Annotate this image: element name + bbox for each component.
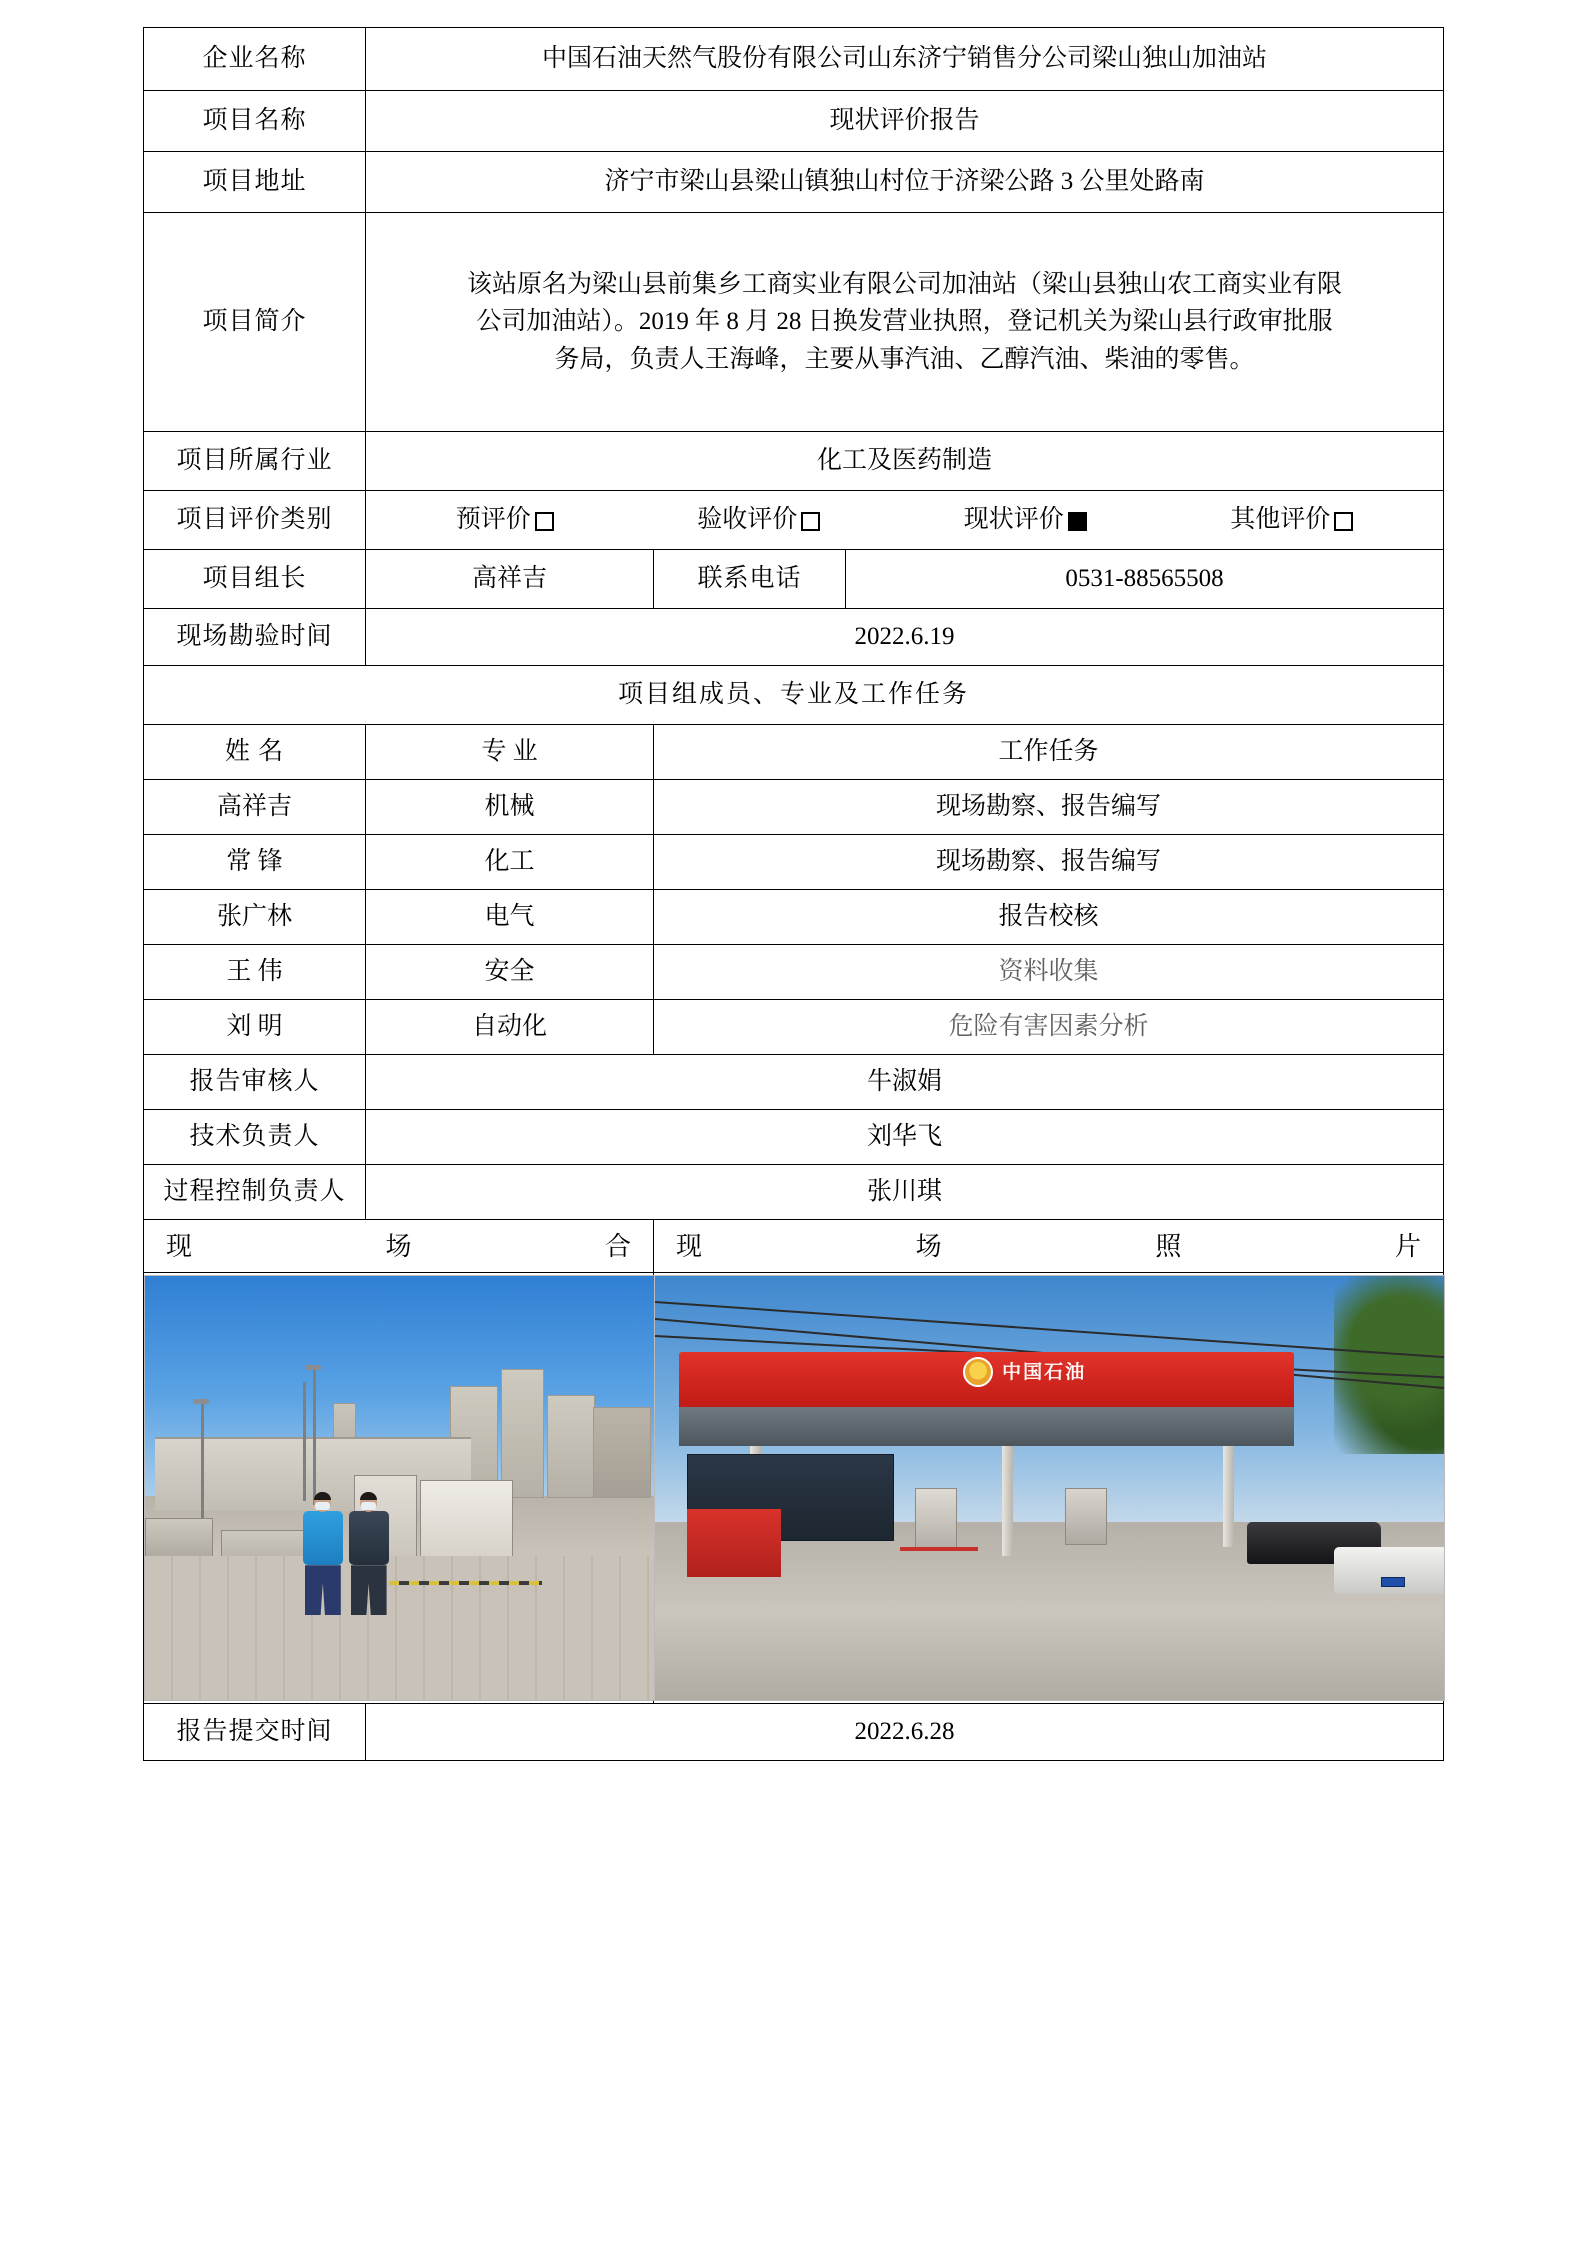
member-name: 常 锋: [144, 835, 366, 890]
photo-canopy-underside: [679, 1407, 1294, 1445]
submit-time-value: 2022.6.28: [366, 1704, 1444, 1761]
member-major: 化工: [366, 835, 654, 890]
company-value: 中国石油天然气股份有限公司山东济宁销售分公司梁山独山加油站: [366, 28, 1444, 91]
photo-person-torso: [303, 1511, 343, 1565]
photo-person-torso: [349, 1511, 389, 1565]
process-value: 张川琪: [366, 1165, 1444, 1220]
table-row: [144, 1110, 1444, 1165]
table-row: [144, 835, 1444, 890]
photo-header-right-char-1: 现: [676, 1231, 703, 1261]
table-row: [144, 213, 1444, 432]
table-row: [144, 609, 1444, 666]
survey-time-label: 现场勘验时间: [144, 609, 366, 666]
intro-line-1: 该站原名为梁山县前集乡工商实业有限公司加油站（梁山县独山农工商实业有限: [467, 270, 1343, 298]
photo-tree: [1334, 1276, 1444, 1454]
table-row: [144, 1055, 1444, 1110]
reviewer-value: 牛淑娟: [366, 1055, 1444, 1110]
table-row: [144, 1165, 1444, 1220]
member-name: 刘 明: [144, 1000, 366, 1055]
photo-person-right: [349, 1493, 389, 1615]
member-task: 危险有害因素分析: [654, 1000, 1444, 1055]
survey-time-value: 2022.6.19: [366, 609, 1444, 666]
category-options: [366, 491, 1444, 550]
members-header-major: 专 业: [366, 725, 654, 780]
submit-time-label: 报告提交时间: [144, 1704, 366, 1761]
photo-canopy-column: [1002, 1446, 1013, 1556]
member-task: 资料收集: [654, 945, 1444, 1000]
photo-header-right-char-4: 片: [1394, 1231, 1421, 1261]
photo-brand-logo-icon: [963, 1357, 993, 1387]
photo-person-left: [303, 1493, 343, 1615]
photo-header-left: [144, 1220, 654, 1273]
photo-person-hair: [314, 1492, 331, 1500]
project-label: 项目名称: [144, 91, 366, 152]
photo-canopy-column: [1223, 1446, 1234, 1548]
tech-label: 技术负责人: [144, 1110, 366, 1165]
photo-island-curb: [900, 1547, 979, 1551]
table-row: [144, 28, 1444, 91]
member-name: 张广林: [144, 890, 366, 945]
photo-lamp-pole: [303, 1382, 306, 1501]
leader-label: 项目组长: [144, 550, 366, 609]
table-row: [144, 152, 1444, 213]
site-group-photo-cell: [144, 1273, 654, 1704]
photo-pavement: [145, 1556, 654, 1700]
intro-line-2: 公司加油站）。2019 年 8 月 28 日换发营业执照，登记机关为梁山县行政审批服: [476, 308, 1333, 336]
address-label: 项目地址: [144, 152, 366, 213]
photo-license-plate: [1381, 1577, 1405, 1587]
table-row: [144, 1220, 1444, 1273]
category-option-pre[interactable]: 预评价: [456, 501, 554, 539]
photo-person-legs: [351, 1565, 387, 1615]
station-photo: [654, 1275, 1445, 1701]
table-row: [144, 1704, 1444, 1761]
tech-value: 刘华飞: [366, 1110, 1444, 1165]
photo-hazard-stripe: [389, 1581, 542, 1585]
member-major: 机械: [366, 780, 654, 835]
photo-fuel-dispenser: [1065, 1488, 1106, 1545]
site-group-photo: [144, 1275, 655, 1701]
project-value: 现状评价报告: [366, 91, 1444, 152]
photo-tank-cover: [145, 1518, 213, 1558]
industry-value: 化工及医药制造: [366, 432, 1444, 491]
photo-header-right-char-2: 场: [915, 1231, 942, 1261]
photo-lamp-pole: [313, 1369, 316, 1505]
photo-lamp-head: [193, 1399, 209, 1404]
member-task: 现场勘察、报告编写: [654, 835, 1444, 890]
photo-header-left-char-3: 合: [604, 1231, 631, 1261]
phone-value: 0531-88565508: [846, 550, 1444, 609]
members-header-task: 工作任务: [654, 725, 1444, 780]
table-row: [144, 432, 1444, 491]
member-name: 王 伟: [144, 945, 366, 1000]
process-label: 过程控制负责人: [144, 1165, 366, 1220]
photo-person-mask: [361, 1502, 376, 1510]
table-row: [144, 890, 1444, 945]
photo-lamp-head: [305, 1365, 321, 1370]
table-row: [144, 491, 1444, 550]
photo-brand-text: 中国石油: [1002, 1361, 1087, 1383]
category-option-current[interactable]: 现状评价: [964, 501, 1087, 539]
intro-value: [366, 213, 1444, 432]
photo-promo-banner: [687, 1509, 782, 1577]
phone-label: 联系电话: [654, 550, 846, 609]
photo-building: [593, 1407, 651, 1498]
member-major: 电气: [366, 890, 654, 945]
table-row: [144, 1000, 1444, 1055]
category-label: 项目评价类别: [144, 491, 366, 550]
photo-person-head: [314, 1493, 331, 1512]
table-row: [144, 780, 1444, 835]
table-row: [144, 91, 1444, 152]
leader-value: 高祥吉: [366, 550, 654, 609]
photo-building: [547, 1395, 595, 1499]
members-section-title: 项目组成员、专业及工作任务: [144, 666, 1444, 725]
intro-line-3: 务局，负责人王海峰，主要从事汽油、乙醇汽油、柴油的零售。: [554, 345, 1255, 373]
member-major: 安全: [366, 945, 654, 1000]
photo-lamp-pole: [201, 1403, 204, 1530]
report-cover-table: [143, 27, 1444, 1761]
category-option-other[interactable]: 其他评价: [1230, 501, 1353, 539]
photo-person-hair: [360, 1492, 377, 1500]
table-row: [144, 945, 1444, 1000]
photo-person-legs: [305, 1565, 341, 1615]
member-task: 现场勘察、报告编写: [654, 780, 1444, 835]
members-header-name: 姓 名: [144, 725, 366, 780]
industry-label: 项目所属行业: [144, 432, 366, 491]
photo-header-left-char-1: 现: [166, 1231, 193, 1261]
photo-header-right-char-3: 照: [1155, 1231, 1182, 1261]
reviewer-label: 报告审核人: [144, 1055, 366, 1110]
photo-header-left-char-2: 场: [385, 1231, 412, 1261]
photo-header-right: [654, 1220, 1444, 1273]
member-task: 报告校核: [654, 890, 1444, 945]
photo-person-head: [360, 1493, 377, 1512]
address-value: 济宁市梁山县梁山镇独山村位于济梁公路 3 公里处路南: [366, 152, 1444, 213]
member-major: 自动化: [366, 1000, 654, 1055]
photo-person-mask: [315, 1502, 330, 1510]
intro-label: 项目简介: [144, 213, 366, 432]
table-row: [144, 1273, 1444, 1704]
table-row: [144, 725, 1444, 780]
table-row: [144, 666, 1444, 725]
company-label: 企业名称: [144, 28, 366, 91]
table-row: [144, 550, 1444, 609]
photo-fuel-dispenser: [915, 1488, 956, 1549]
station-photo-cell: [654, 1273, 1444, 1704]
category-option-acceptance[interactable]: 验收评价: [697, 501, 820, 539]
member-name: 高祥吉: [144, 780, 366, 835]
